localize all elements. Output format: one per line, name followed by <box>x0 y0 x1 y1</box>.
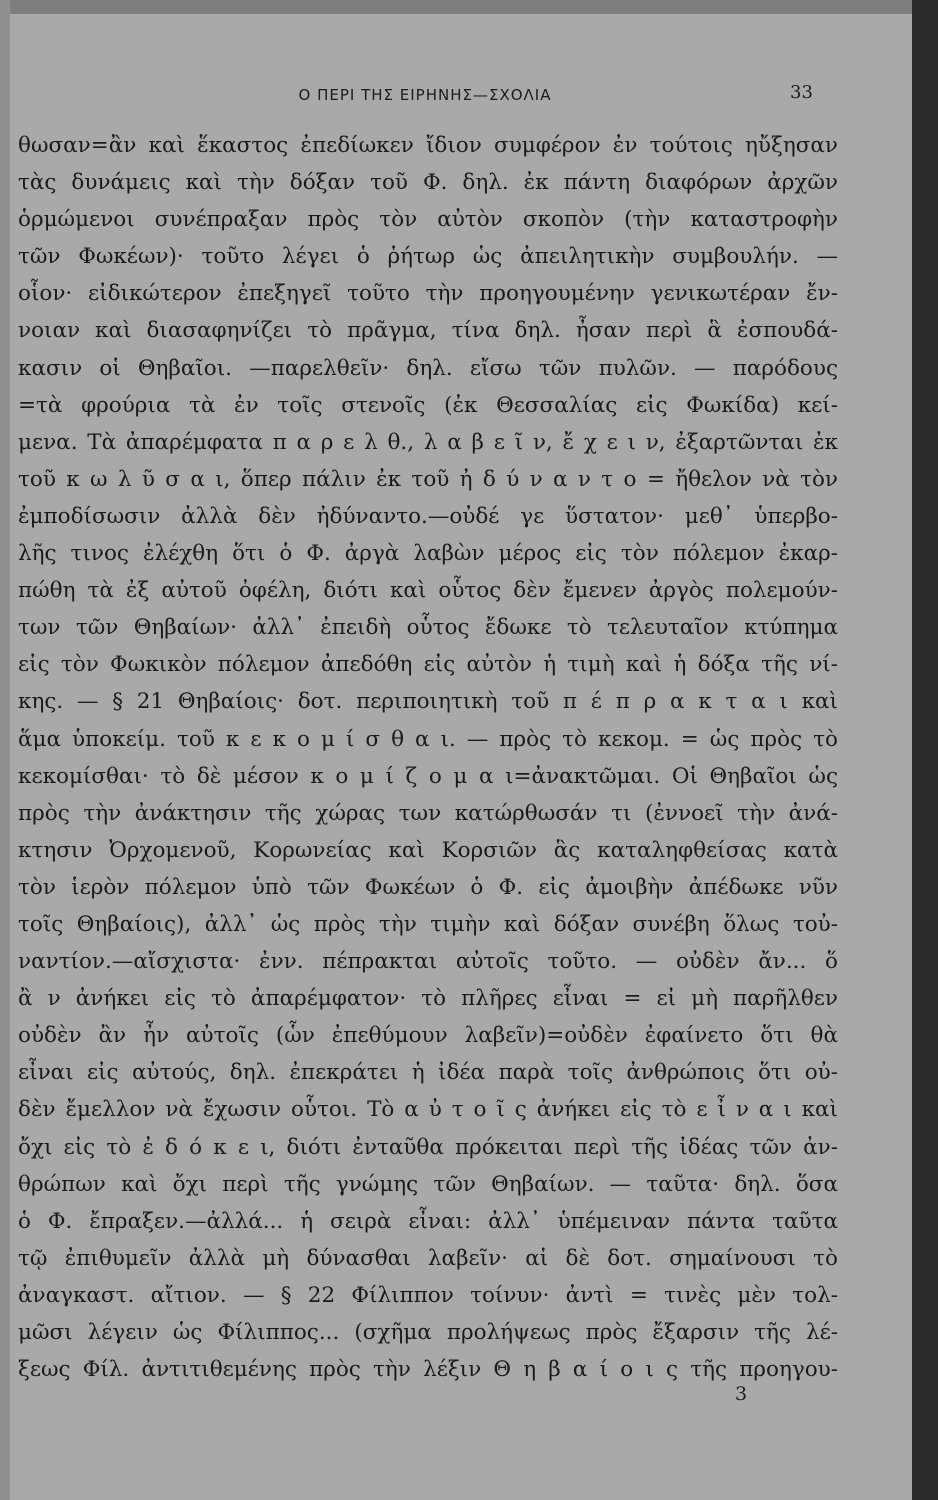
text-line: ἀναγκαστ. αἴτιον. — § 22 Φίλιππον τοίνυν· ἀντὶ = τινὲς μὲν τολ- <box>18 1282 838 1308</box>
text-line: κασιν οἱ Θηβαῖοι. —παρελθεῖν· δηλ. εἴσω τῶν πυλῶν. — παρόδους <box>18 355 838 381</box>
page-top-shadow <box>0 0 912 14</box>
text-line: μῶσι λέγειν ὡς Φίλιππος... (σχῆμα προλήψεως πρὸς ἔξαρσιν τῆς λέ- <box>18 1320 838 1345</box>
text-line: τῶν Φωκέων)· τοῦτο λέγει ὁ ῥήτωρ ὡς ἀπειλητικὴν συμβουλήν. — <box>18 244 838 270</box>
running-head: Ο ΠΕΡΙ ΤΗΣ ΕΙΡΗΝΗΣ—ΣΧΟΛΙΑ <box>298 86 552 104</box>
text-line: θρώπων καὶ ὄχι περὶ τῆς γνώμης τῶν Θηβαίων. — ταῦτα· δηλ. ὅσα <box>18 1171 838 1197</box>
text-line: τὸν ἱερὸν πόλεμον ὑπὸ τῶν Φωκέων ὁ Φ. εἰς ἀμοιβὴν ἀπέδωκε νῦν <box>18 874 838 900</box>
text-line: θωσαν=ἂν καὶ ἕκαστος ἐπεδίωκεν ἴδιον συμφέρον ἐν τούτοις ηὔξησαν <box>18 133 838 158</box>
text-line: ξεως Φίλ. ἀντιτιθεμένης πρὸς τὴν λέξιν Θ η β α ί ο ι ς τῆς προηγου- <box>18 1357 838 1383</box>
text-line: κεκομίσθαι· τὸ δὲ μέσον κ ο μ ί ζ ο μ α ι=ἀνακτῶμαι. Οἱ Θηβαῖοι ὡς <box>18 763 838 789</box>
page-gutter-shadow <box>0 0 10 1500</box>
text-line: λῆς τινος ἐλέχθη ὅτι ὁ Φ. ἀργὰ λαβὼν μέρος εἰς τὸν πόλεμον ἐκαρ- <box>18 541 838 567</box>
text-line: ὄχι εἰς τὸ ἐ δ ό κ ε ι, διότι ἐνταῦθα πρόκειται περὶ τῆς ἰδέας τῶν ἀν- <box>18 1134 838 1160</box>
text-line: πρὸς τὴν ἀνάκτησιν τῆς χώρας των κατώρθωσάν τι (ἐννοεῖ τὴν ἀνά- <box>18 800 838 826</box>
text-line: τῷ ἐπιθυμεῖν ἀλλὰ μὴ δύνασθαι λαβεῖν· αἱ δὲ δοτ. σημαίνουσι τὸ <box>18 1245 838 1271</box>
scan-background-edge <box>912 0 938 1500</box>
text-line: νοιαν καὶ διασαφηνίζει τὸ πρᾶγμα, τίνα δηλ. ἦσαν περὶ ἃ ἐσπουδά- <box>18 318 838 344</box>
text-line: τοῖς Θηβαίοις), ἀλλ᾽ ὡς πρὸς τὴν τιμὴν καὶ δόξαν συνέβη ὅλως τοὐ- <box>18 911 838 937</box>
page-number: 33 <box>790 82 813 103</box>
text-line: των τῶν Θηβαίων· ἀλλ᾽ ἐπειδὴ οὗτος ἔδωκε τὸ τελευταῖον κτύπημα <box>18 615 838 641</box>
text-line: ὁ Φ. ἔπραξεν.—ἀλλά... ἡ σειρὰ εἶναι: ἀλλ᾽ ὑπέμειναν πάντα ταῦτα <box>18 1208 838 1234</box>
text-line: κης. — § 21 Θηβαίοις· δοτ. περιποιητικὴ τοῦ π έ π ρ α κ τ α ι καὶ <box>18 689 838 715</box>
text-line: εἰς τὸν Φωκικὸν πόλεμον ἀπεδόθη εἰς αὐτὸν ἡ τιμὴ καὶ ἡ δόξα τῆς νί- <box>18 652 838 678</box>
text-line: ἅμα ὑποκείμ. τοῦ κ ε κ ο μ ί σ θ α ι. — πρὸς τὸ κεκομ. = ὡς πρὸς τὸ <box>18 726 838 752</box>
text-line: κτησιν Ὀρχομενοῦ, Κορωνείας καὶ Κορσιῶν ἃς καταληφθείσας κατὰ <box>18 837 838 863</box>
text-line: ναντίον.—αἴσχιστα· ἐνν. πέπρακται αὐτοῖς τοῦτο. — οὐδὲν ἄν... ὅ <box>18 949 838 975</box>
text-line: τοῦ κ ω λ ῦ σ α ι, ὅπερ πάλιν ἐκ τοῦ ἠ δ ύ ν α ν τ ο = ἤθελον νὰ τὸν <box>18 466 838 492</box>
commentary-text <box>18 127 838 1388</box>
signature-mark: 3 <box>735 1383 748 1405</box>
text-line: οὐδὲν ἂν ἦν αὐτοῖς (ὧν ἐπεθύμουν λαβεῖν)=οὐδὲν ἐφαίνετο ὅτι θὰ <box>18 1023 838 1049</box>
text-line: τὰς δυνάμεις καὶ τὴν δόξαν τοῦ Φ. δηλ. ἐκ πάντη διαφόρων ἀρχῶν <box>18 170 838 196</box>
text-line: οἷον· εἰδικώτερον ἐπεξηγεῖ τοῦτο τὴν προηγουμένην γενικωτέραν ἔν- <box>18 281 838 307</box>
text-line: ἂ ν ἀνήκει εἰς τὸ ἀπαρέμφατον· τὸ πλῆρες εἶναι = εἰ μὴ παρῆλθεν <box>18 986 838 1012</box>
text-line: εἶναι εἰς αὐτούς, δηλ. ἐπεκράτει ἡ ἰδέα παρὰ τοῖς ἀνθρώποις ὅτι οὐ- <box>18 1060 838 1086</box>
text-line: μενα. Τὰ ἀπαρέμφατα π α ρ ε λ θ., λ α β ε ῖ ν, ἔ χ ε ι ν, ἐξαρτῶνται ἐκ <box>18 429 838 455</box>
text-line: πώθη τὰ ἐξ αὐτοῦ ὀφέλη, διότι καὶ οὗτος δὲν ἔμενεν ἀργὸς πολεμούν- <box>18 578 838 604</box>
text-line: ὁρμώμενοι συνέπραξαν πρὸς τὸν αὐτὸν σκοπὸν (τὴν καταστροφὴν <box>18 207 838 233</box>
text-line: δὲν ἔμελλον νὰ ἔχωσιν οὗτοι. Τὸ α ὐ τ ο ῖ ς ἀνήκει εἰς τὸ ε ἶ ν α ι καὶ <box>18 1097 838 1123</box>
text-line: ἐμποδίσωσιν ἀλλὰ δὲν ἠδύναντο.—οὐδέ γε ὕστατον· μεθ᾽ ὑπερβο- <box>18 503 838 529</box>
text-line: =τὰ φρούρια τὰ ἐν τοῖς στενοῖς (ἐκ Θεσσαλίας εἰς Φωκίδα) κεί- <box>18 392 838 418</box>
